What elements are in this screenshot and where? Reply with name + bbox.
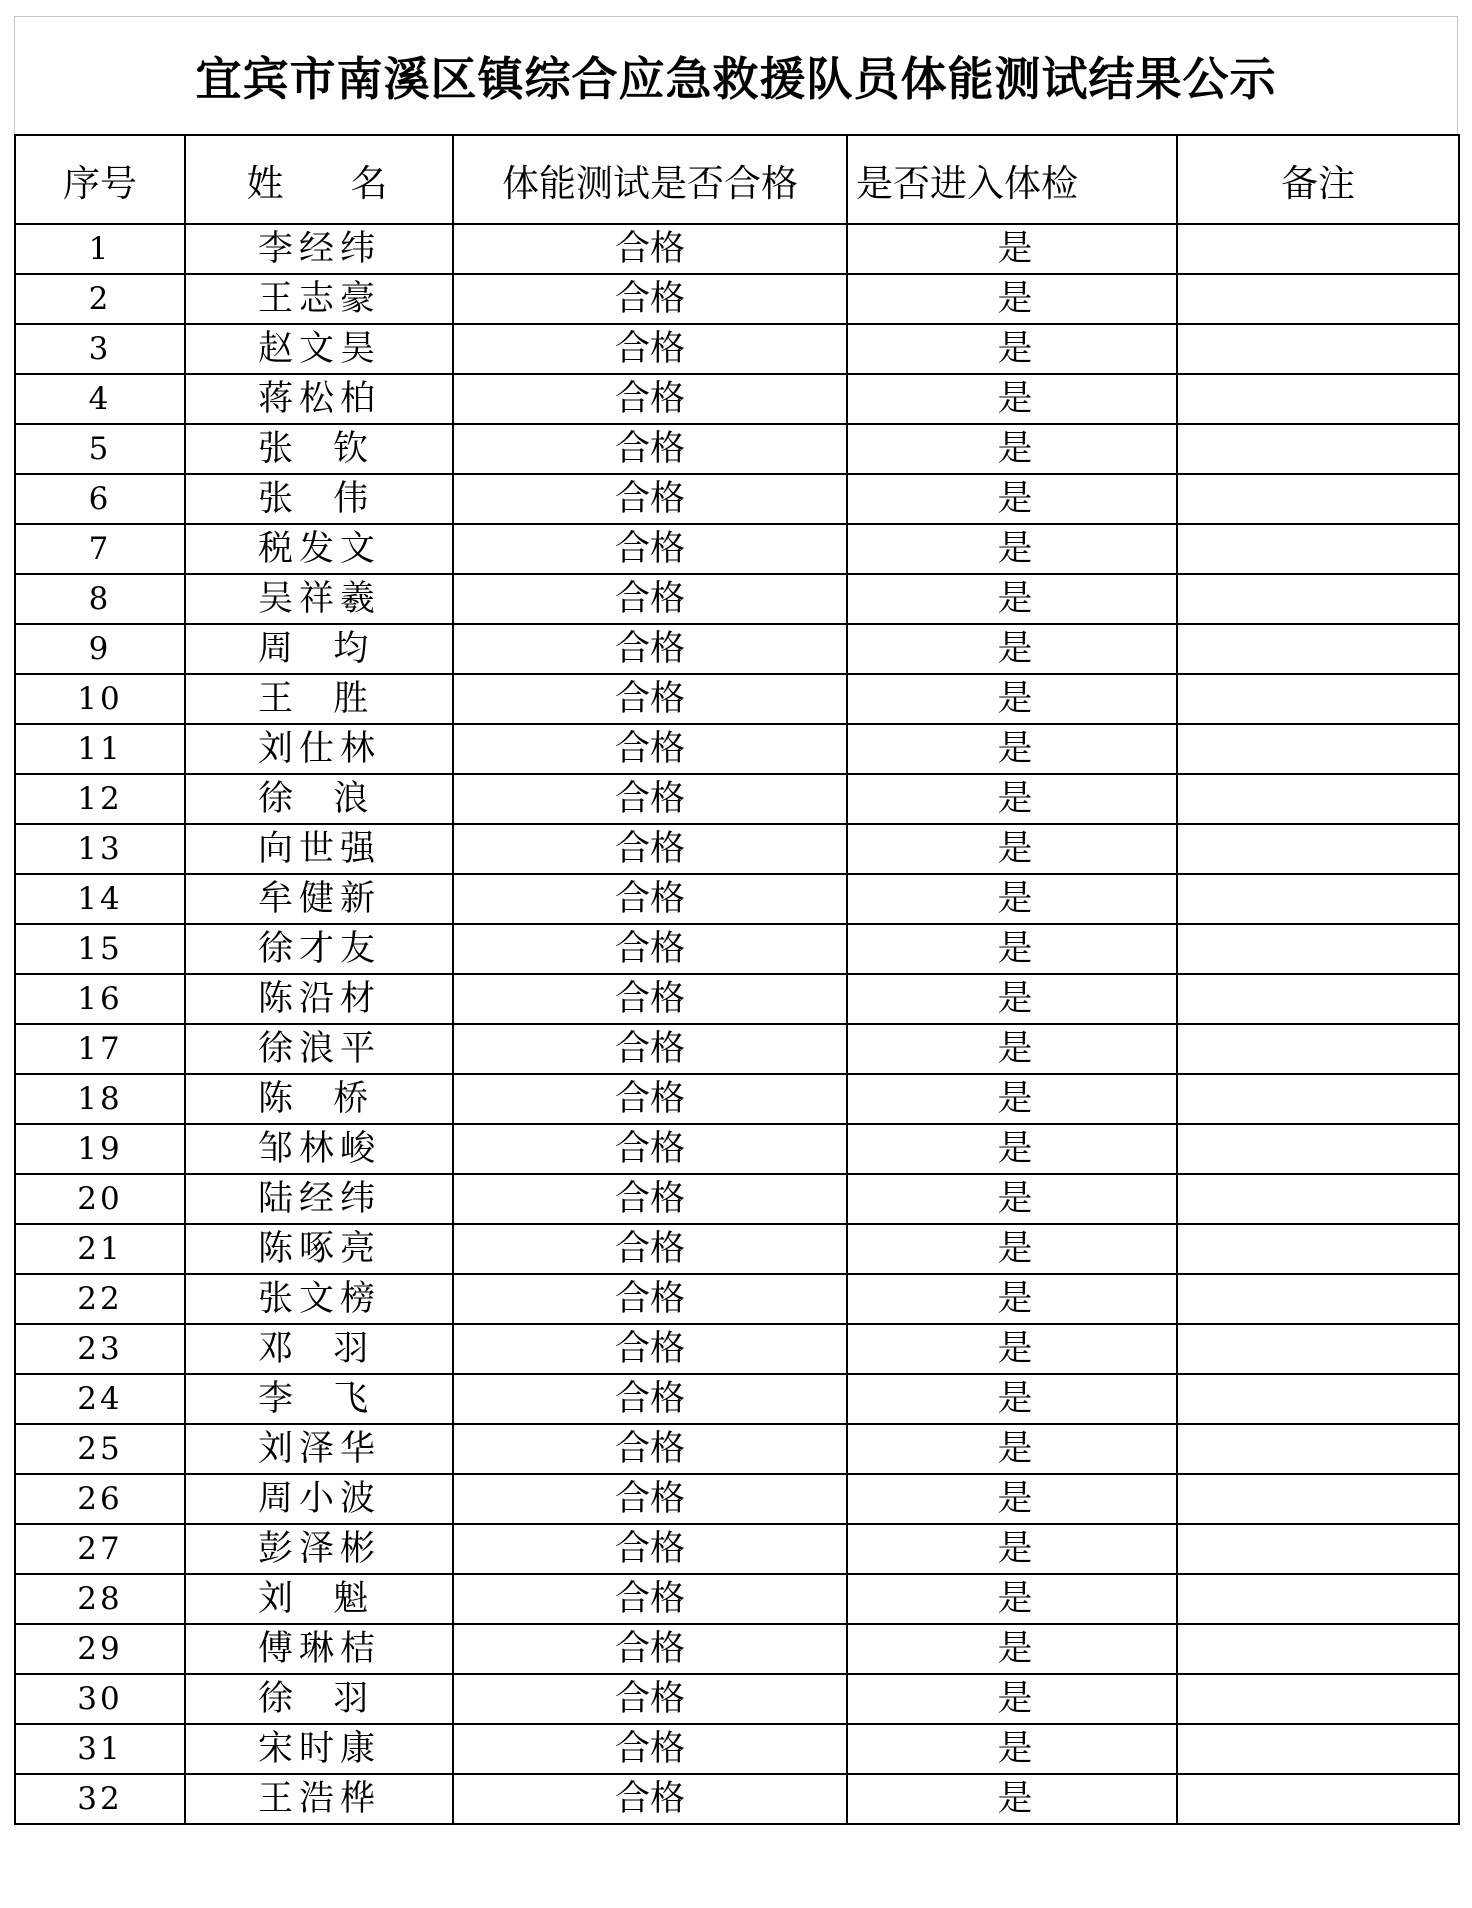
row-index: 10	[15, 674, 185, 724]
row-pass: 合格	[453, 574, 847, 624]
row-index: 16	[15, 974, 185, 1024]
table-row	[15, 624, 1459, 674]
row-index: 28	[15, 1574, 185, 1624]
row-name: 陈沿材	[185, 974, 453, 1024]
row-pass: 合格	[453, 624, 847, 674]
row-name: 税发文	[185, 524, 453, 574]
row-name: 徐 羽	[185, 1674, 453, 1724]
row-index: 21	[15, 1224, 185, 1274]
row-index: 24	[15, 1374, 185, 1424]
row-note	[1177, 1674, 1459, 1724]
row-exam: 是	[847, 924, 1177, 974]
row-pass: 合格	[453, 1624, 847, 1674]
header-name: 姓 名	[185, 135, 453, 224]
row-index: 9	[15, 624, 185, 674]
row-note	[1177, 1074, 1459, 1124]
row-note	[1177, 1774, 1459, 1824]
row-pass: 合格	[453, 824, 847, 874]
row-pass: 合格	[453, 974, 847, 1024]
row-exam: 是	[847, 1024, 1177, 1074]
row-pass: 合格	[453, 674, 847, 724]
row-pass: 合格	[453, 1674, 847, 1724]
row-note	[1177, 1274, 1459, 1324]
row-exam: 是	[847, 1624, 1177, 1674]
row-index: 13	[15, 824, 185, 874]
row-exam: 是	[847, 324, 1177, 374]
row-exam: 是	[847, 824, 1177, 874]
row-pass: 合格	[453, 1174, 847, 1224]
row-pass: 合格	[453, 374, 847, 424]
table-row	[15, 1074, 1459, 1124]
row-pass: 合格	[453, 224, 847, 274]
row-note	[1177, 1024, 1459, 1074]
row-note	[1177, 224, 1459, 274]
row-exam: 是	[847, 774, 1177, 824]
row-exam: 是	[847, 1224, 1177, 1274]
row-exam: 是	[847, 1274, 1177, 1324]
row-exam: 是	[847, 224, 1177, 274]
row-pass: 合格	[453, 1724, 847, 1774]
row-index: 14	[15, 874, 185, 924]
row-index: 2	[15, 274, 185, 324]
row-name: 周小波	[185, 1474, 453, 1524]
header-row	[15, 135, 1459, 224]
row-pass: 合格	[453, 1074, 847, 1124]
table-row	[15, 824, 1459, 874]
table-row	[15, 1374, 1459, 1424]
row-index: 27	[15, 1524, 185, 1574]
row-pass: 合格	[453, 524, 847, 574]
row-note	[1177, 374, 1459, 424]
row-name: 刘 魁	[185, 1574, 453, 1624]
row-note	[1177, 1574, 1459, 1624]
table-row	[15, 1224, 1459, 1274]
row-note	[1177, 924, 1459, 974]
row-name: 刘仕林	[185, 724, 453, 774]
row-name: 李 飞	[185, 1374, 453, 1424]
row-index: 25	[15, 1424, 185, 1474]
row-exam: 是	[847, 1174, 1177, 1224]
row-note	[1177, 774, 1459, 824]
header-note: 备注	[1177, 135, 1459, 224]
row-exam: 是	[847, 1574, 1177, 1624]
results-table	[14, 134, 1460, 1825]
row-note	[1177, 974, 1459, 1024]
table-body	[15, 224, 1459, 1824]
row-note	[1177, 1624, 1459, 1674]
header-pass: 体能测试是否合格	[453, 135, 847, 224]
table-row	[15, 524, 1459, 574]
header-index: 序号	[15, 135, 185, 224]
row-pass: 合格	[453, 324, 847, 374]
table-row	[15, 1624, 1459, 1674]
row-pass: 合格	[453, 724, 847, 774]
row-name: 张 伟	[185, 474, 453, 524]
row-name: 王浩桦	[185, 1774, 453, 1824]
row-pass: 合格	[453, 1024, 847, 1074]
row-index: 7	[15, 524, 185, 574]
row-note	[1177, 274, 1459, 324]
row-note	[1177, 1524, 1459, 1574]
table-row	[15, 1024, 1459, 1074]
row-exam: 是	[847, 874, 1177, 924]
row-note	[1177, 324, 1459, 374]
row-exam: 是	[847, 1724, 1177, 1774]
page-title: 宜宾市南溪区镇综合应急救援队员体能测试结果公示	[195, 51, 1277, 106]
table-row	[15, 1724, 1459, 1774]
row-name: 张文榜	[185, 1274, 453, 1324]
row-index: 8	[15, 574, 185, 624]
row-pass: 合格	[453, 474, 847, 524]
row-name: 周 均	[185, 624, 453, 674]
table-row	[15, 1474, 1459, 1524]
header-exam: 是否进入体检	[847, 135, 1177, 224]
row-index: 29	[15, 1624, 185, 1674]
row-pass: 合格	[453, 1524, 847, 1574]
row-name: 邹林峻	[185, 1124, 453, 1174]
table-row	[15, 224, 1459, 274]
row-pass: 合格	[453, 1224, 847, 1274]
row-pass: 合格	[453, 274, 847, 324]
row-pass: 合格	[453, 1774, 847, 1824]
row-note	[1177, 424, 1459, 474]
row-index: 32	[15, 1774, 185, 1824]
row-name: 向世强	[185, 824, 453, 874]
row-note	[1177, 874, 1459, 924]
table-row	[15, 724, 1459, 774]
row-pass: 合格	[453, 1274, 847, 1324]
row-exam: 是	[847, 1474, 1177, 1524]
row-pass: 合格	[453, 1374, 847, 1424]
table-row	[15, 274, 1459, 324]
row-name: 陈 桥	[185, 1074, 453, 1124]
row-note	[1177, 1174, 1459, 1224]
row-name: 王志豪	[185, 274, 453, 324]
row-note	[1177, 1474, 1459, 1524]
row-exam: 是	[847, 1074, 1177, 1124]
table-row	[15, 474, 1459, 524]
row-index: 4	[15, 374, 185, 424]
row-exam: 是	[847, 1524, 1177, 1574]
row-exam: 是	[847, 674, 1177, 724]
row-name: 徐 浪	[185, 774, 453, 824]
row-name: 傅琳桔	[185, 1624, 453, 1674]
row-index: 5	[15, 424, 185, 474]
table-row	[15, 974, 1459, 1024]
row-index: 11	[15, 724, 185, 774]
row-name: 徐浪平	[185, 1024, 453, 1074]
row-name: 邓 羽	[185, 1324, 453, 1374]
table-row	[15, 1524, 1459, 1574]
title-row	[14, 16, 1458, 134]
table-row	[15, 424, 1459, 474]
table-row	[15, 1274, 1459, 1324]
row-exam: 是	[847, 274, 1177, 324]
table-row	[15, 1324, 1459, 1374]
row-note	[1177, 1374, 1459, 1424]
row-pass: 合格	[453, 774, 847, 824]
table-row	[15, 1774, 1459, 1824]
row-name: 陆经纬	[185, 1174, 453, 1224]
row-name: 牟健新	[185, 874, 453, 924]
row-index: 19	[15, 1124, 185, 1174]
row-exam: 是	[847, 524, 1177, 574]
row-note	[1177, 1724, 1459, 1774]
row-name: 王 胜	[185, 674, 453, 724]
row-index: 30	[15, 1674, 185, 1724]
row-name: 吴祥羲	[185, 574, 453, 624]
row-name: 李经纬	[185, 224, 453, 274]
row-exam: 是	[847, 724, 1177, 774]
result-sheet	[14, 16, 1458, 1825]
row-note	[1177, 524, 1459, 574]
row-index: 12	[15, 774, 185, 824]
row-index: 1	[15, 224, 185, 274]
row-index: 26	[15, 1474, 185, 1524]
row-note	[1177, 674, 1459, 724]
row-note	[1177, 724, 1459, 774]
row-index: 23	[15, 1324, 185, 1374]
row-pass: 合格	[453, 874, 847, 924]
row-exam: 是	[847, 374, 1177, 424]
row-name: 宋时康	[185, 1724, 453, 1774]
row-index: 31	[15, 1724, 185, 1774]
table-row	[15, 1174, 1459, 1224]
row-exam: 是	[847, 624, 1177, 674]
table-row	[15, 674, 1459, 724]
row-index: 20	[15, 1174, 185, 1224]
row-index: 17	[15, 1024, 185, 1074]
row-pass: 合格	[453, 1474, 847, 1524]
row-pass: 合格	[453, 1324, 847, 1374]
row-exam: 是	[847, 1424, 1177, 1474]
row-exam: 是	[847, 574, 1177, 624]
table-row	[15, 874, 1459, 924]
table-row	[15, 774, 1459, 824]
row-exam: 是	[847, 1774, 1177, 1824]
table-row	[15, 924, 1459, 974]
row-pass: 合格	[453, 424, 847, 474]
table-row	[15, 1124, 1459, 1174]
row-name: 赵文昊	[185, 324, 453, 374]
row-note	[1177, 574, 1459, 624]
table-row	[15, 1574, 1459, 1624]
row-name: 蒋松柏	[185, 374, 453, 424]
row-note	[1177, 824, 1459, 874]
row-exam: 是	[847, 424, 1177, 474]
row-name: 彭泽彬	[185, 1524, 453, 1574]
row-note	[1177, 1224, 1459, 1274]
row-exam: 是	[847, 1374, 1177, 1424]
row-note	[1177, 1324, 1459, 1374]
row-exam: 是	[847, 1674, 1177, 1724]
row-pass: 合格	[453, 1574, 847, 1624]
row-exam: 是	[847, 474, 1177, 524]
row-pass: 合格	[453, 1424, 847, 1474]
row-index: 18	[15, 1074, 185, 1124]
row-note	[1177, 624, 1459, 674]
row-index: 22	[15, 1274, 185, 1324]
row-name: 张 钦	[185, 424, 453, 474]
table-row	[15, 1674, 1459, 1724]
row-index: 15	[15, 924, 185, 974]
row-note	[1177, 1124, 1459, 1174]
row-name: 徐才友	[185, 924, 453, 974]
row-pass: 合格	[453, 924, 847, 974]
table-row	[15, 574, 1459, 624]
row-name: 陈啄亮	[185, 1224, 453, 1274]
table-row	[15, 324, 1459, 374]
row-exam: 是	[847, 1324, 1177, 1374]
row-note	[1177, 1424, 1459, 1474]
row-name: 刘泽华	[185, 1424, 453, 1474]
row-exam: 是	[847, 974, 1177, 1024]
row-exam: 是	[847, 1124, 1177, 1174]
table-row	[15, 1424, 1459, 1474]
row-index: 3	[15, 324, 185, 374]
row-index: 6	[15, 474, 185, 524]
row-pass: 合格	[453, 1124, 847, 1174]
row-note	[1177, 474, 1459, 524]
table-row	[15, 374, 1459, 424]
